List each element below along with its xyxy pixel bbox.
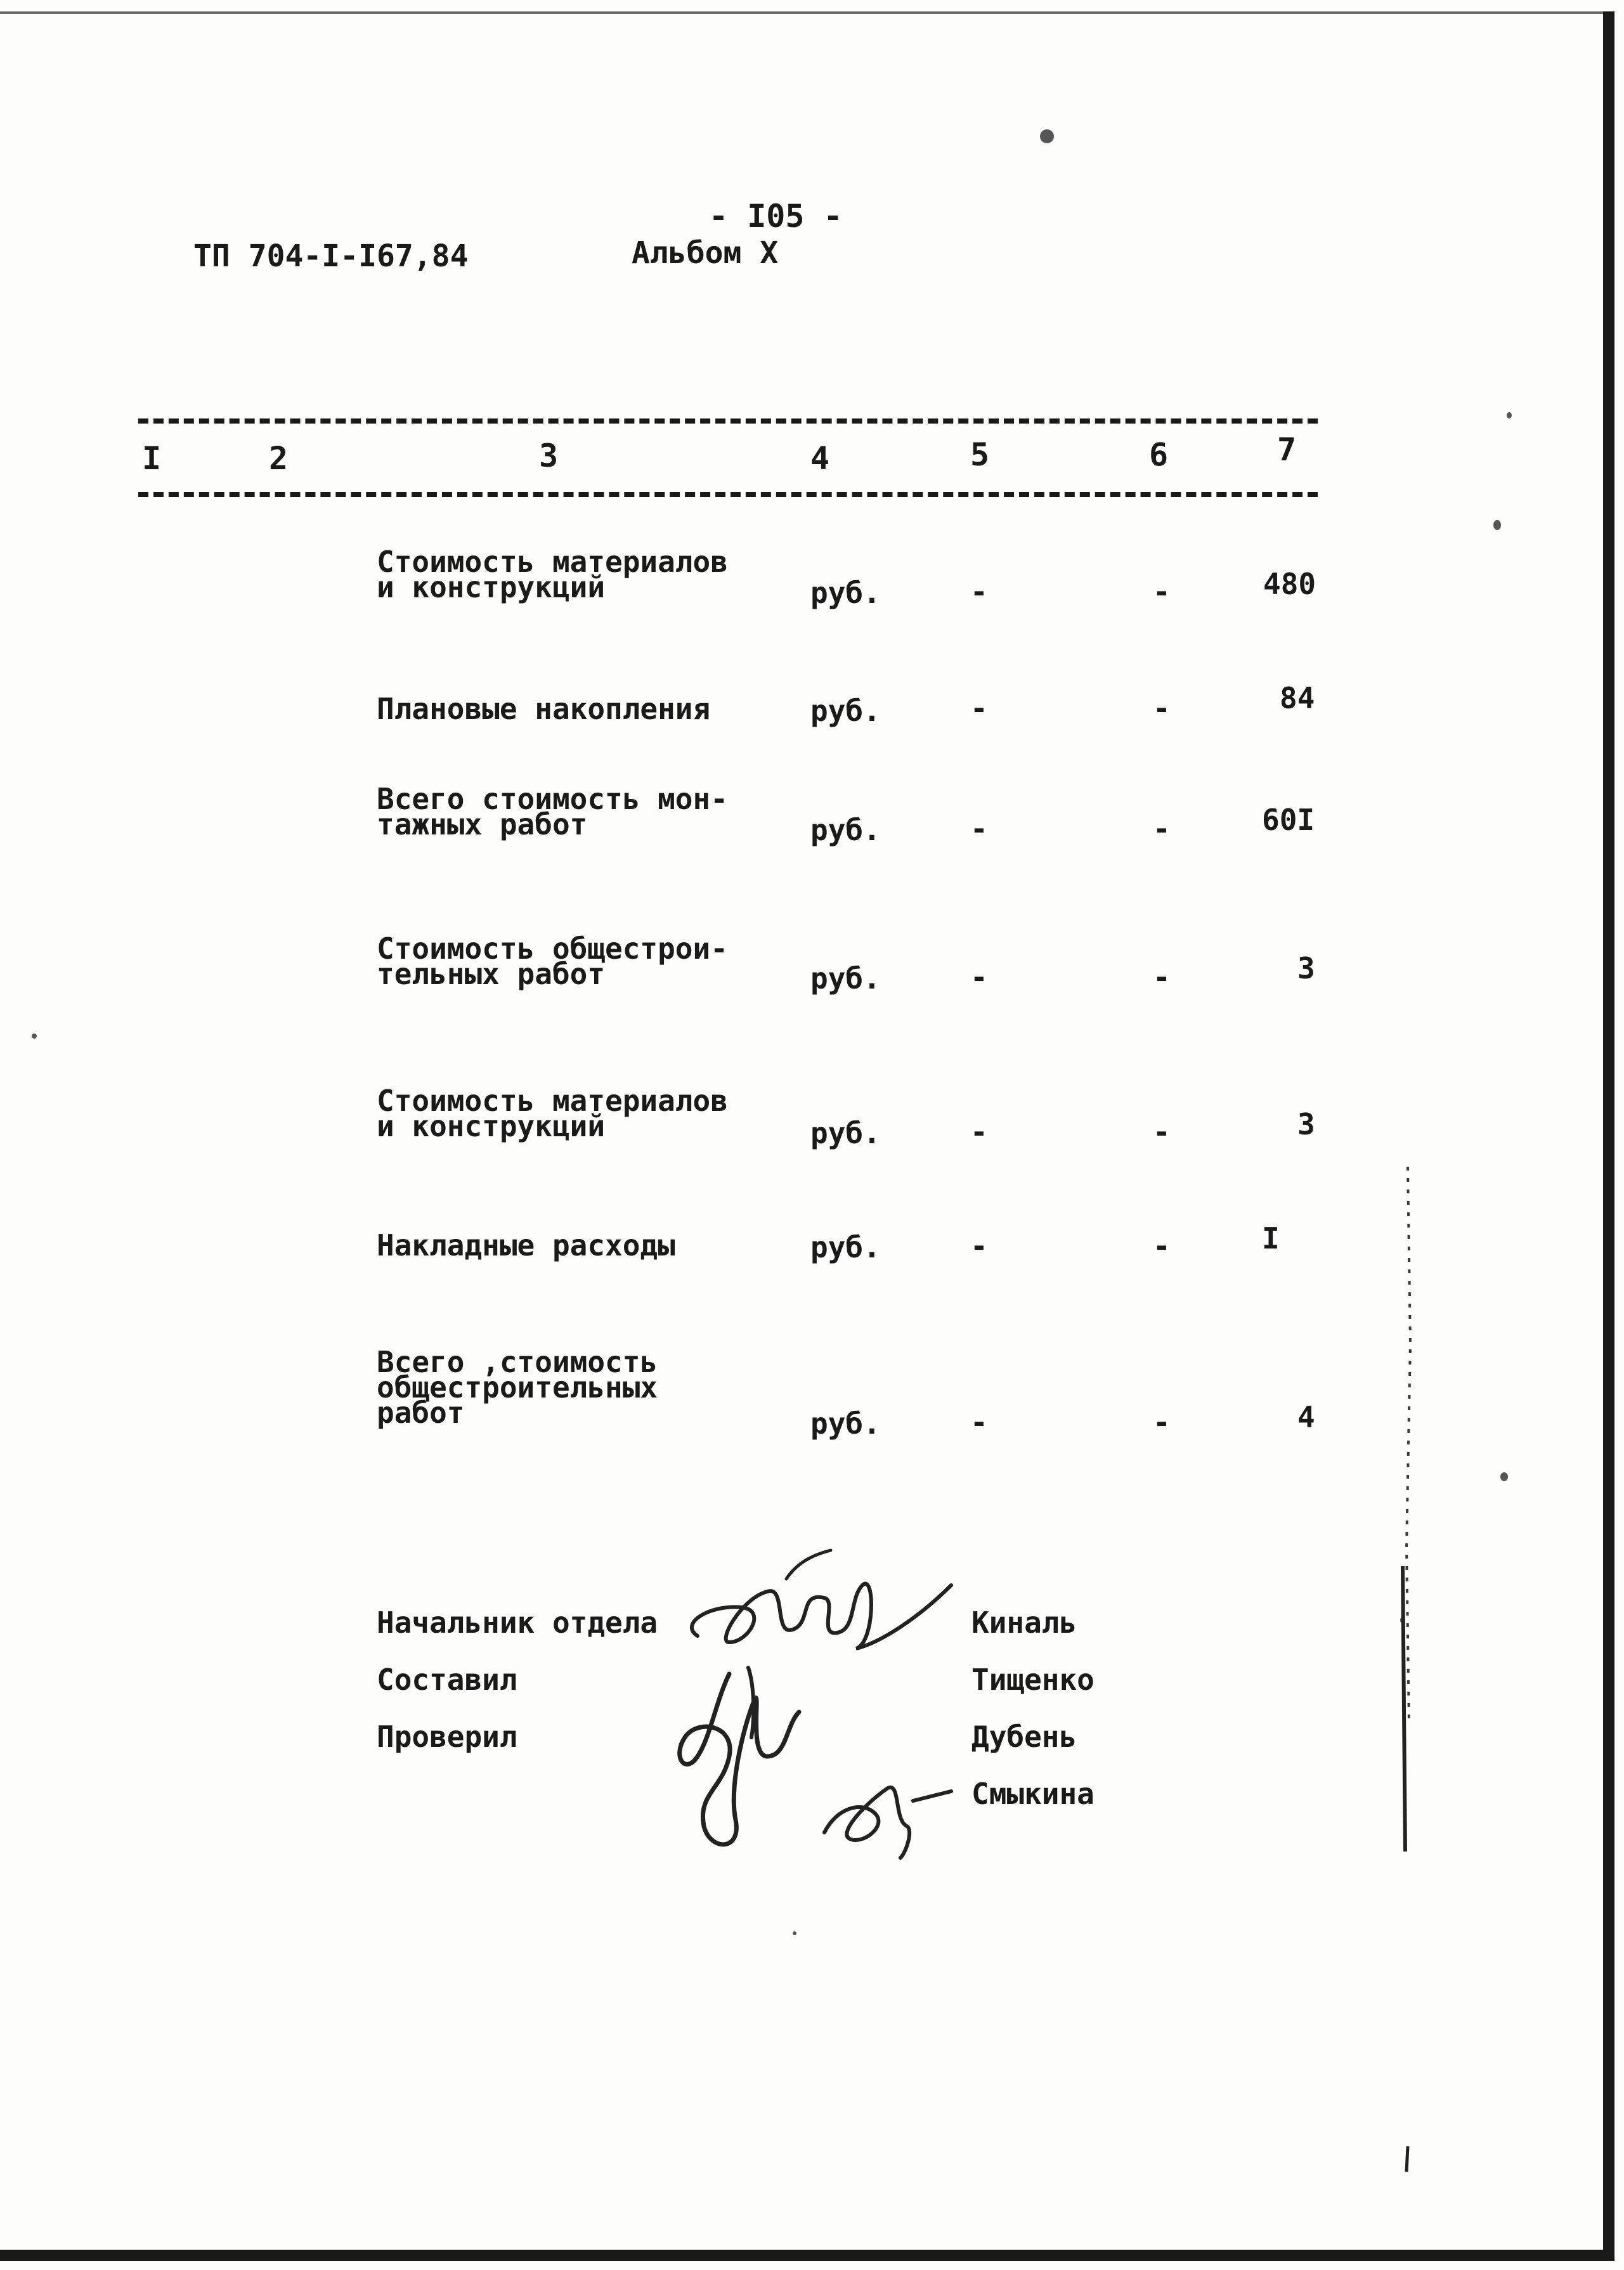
row-unit: руб. [810,1230,881,1264]
col-header-4: 4 [810,440,830,477]
scan-speck [1507,412,1512,418]
row-col6: - [1153,1115,1171,1149]
signature-role: Проверил [377,1720,517,1754]
row-name: Стоимость материалов и конструкций [377,1084,728,1143]
row-name: Всего стоимость мон- тажных работ [377,782,728,841]
row-value: I [1262,1221,1280,1255]
row-unit: руб. [810,1406,881,1441]
scan-speck [32,1034,37,1039]
row-value: 3 [1297,951,1315,985]
col-header-7: 7 [1277,431,1297,468]
scan-speck [1040,129,1054,143]
row-col6: - [1153,1229,1171,1263]
row-col5: - [970,574,988,609]
row-unit: руб. [810,813,881,847]
row-col6: - [1153,812,1171,846]
row-col6: - [1153,960,1171,994]
row-col5: - [970,1405,988,1439]
row-col5: - [970,1229,988,1263]
scan-speck [1493,520,1501,530]
page-edge-top [0,11,1614,14]
col-header-3: 3 [539,438,559,474]
signature-person: Дубень [971,1720,1077,1754]
row-col6: - [1153,574,1171,609]
row-col5: - [970,691,988,725]
handwritten-signature-3 [812,1763,958,1864]
row-col5: - [970,1115,988,1149]
col-header-2: 2 [269,440,289,477]
album-label: Альбом X [632,235,779,271]
row-name: Стоимость материалов и конструкций [377,545,728,604]
col-header-6: 6 [1149,436,1169,473]
row-col6: - [1153,1405,1171,1439]
row-value: 3 [1297,1107,1315,1141]
row-name: Плановые накопления [377,692,711,726]
scan-artifact-lines [1389,1154,1427,1915]
row-value: 84 [1280,681,1315,715]
handwritten-signature-1 [672,1547,964,1668]
row-name: Всего ,стоимость общестроительных работ [377,1345,658,1430]
row-unit: руб. [810,694,881,728]
signature-person: Тищенко [971,1663,1095,1697]
table-top-rule [138,418,1318,424]
col-header-1: I [142,440,162,477]
signature-person: Киналь [971,1605,1077,1640]
row-value: 480 [1263,567,1316,601]
scan-speck [793,1931,796,1935]
scan-artifact-mark [1401,2143,1414,2175]
row-value: 60I [1262,803,1315,837]
row-value: 4 [1297,1400,1315,1434]
row-col5: - [970,812,988,846]
doc-code: ТП 704-I-I67,84 [193,238,469,274]
row-unit: руб. [810,1116,881,1150]
row-unit: руб. [810,576,881,610]
col-header-5: 5 [970,436,990,473]
page-edge-right [1603,11,1614,2259]
row-name: Накладные расходы [377,1228,675,1262]
signature-person: Смыкина [971,1777,1095,1811]
page-number: - I05 - [709,198,843,235]
row-col6: - [1153,691,1171,725]
table-header-rule [138,492,1318,497]
signature-role: Начальник отдела [377,1605,658,1640]
page-edge-bottom [0,2250,1614,2261]
signature-role: Составил [377,1663,517,1697]
handwritten-signature-2 [659,1661,812,1864]
scan-speck [1500,1472,1508,1481]
row-unit: руб. [810,961,881,996]
row-col5: - [970,960,988,994]
row-name: Стоимость общестрои- тельных работ [377,931,728,991]
